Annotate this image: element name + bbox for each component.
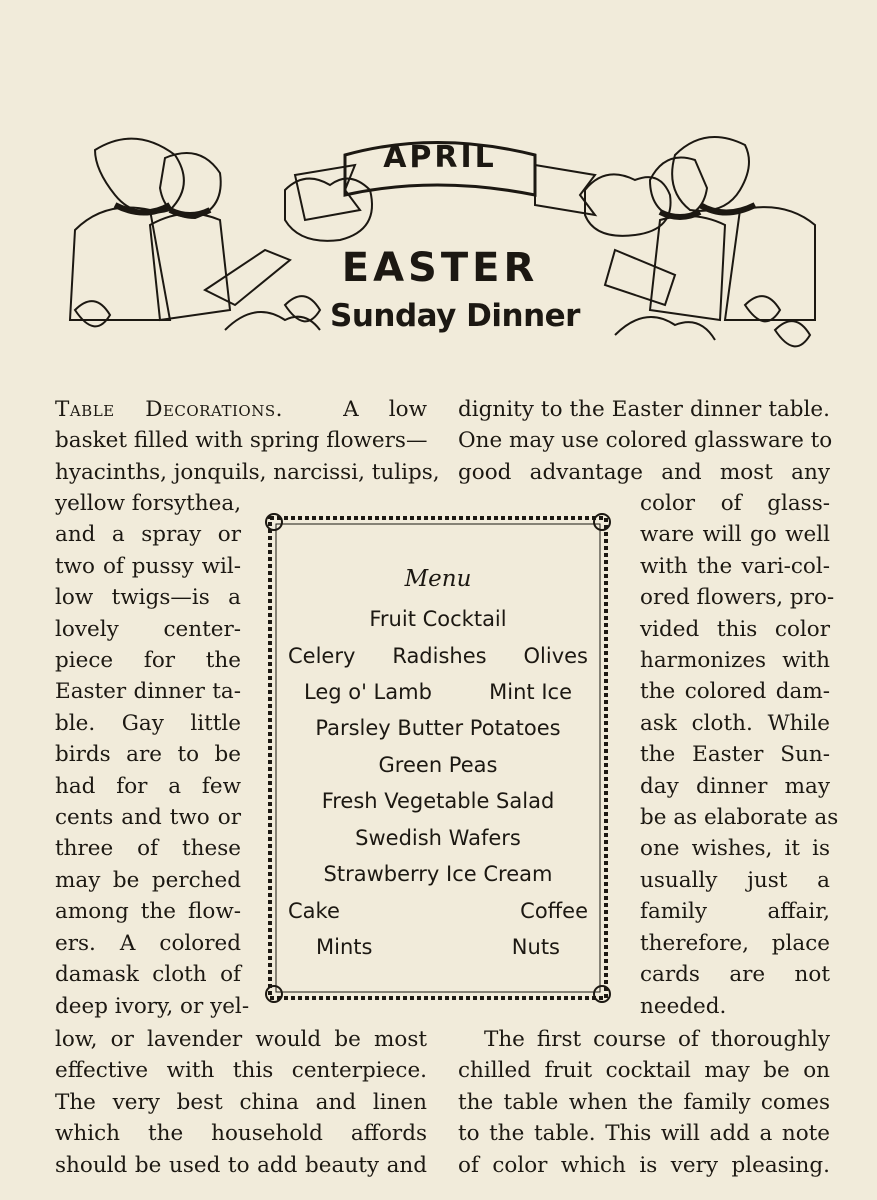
text-line: cents and two or xyxy=(55,805,241,831)
menu-item: Celery xyxy=(288,644,356,668)
text-line: dignity to the Easter dinner table. xyxy=(458,397,830,422)
text-line: should be used to add beauty and xyxy=(55,1152,427,1178)
menu-item: Green Peas xyxy=(378,753,498,777)
menu-item: Nuts xyxy=(511,935,560,959)
menu-item: Parsley Butter Potatoes xyxy=(315,716,561,740)
text-line: Easter dinner ta- xyxy=(55,679,241,705)
right-column-narrow xyxy=(640,488,839,1022)
section-label: Table Decorations. xyxy=(55,397,283,422)
text-line: family affair, xyxy=(640,899,830,925)
text-line: needed. xyxy=(640,993,727,1019)
menu-item: Olives xyxy=(523,644,588,668)
left-column-top xyxy=(55,394,440,488)
text-line: had for a few xyxy=(55,773,241,799)
menu-box xyxy=(262,510,614,1006)
menu-title: Menu xyxy=(404,566,472,592)
menu-item: Leg o' Lamb xyxy=(304,680,432,704)
text-line: of color which is very pleasing. xyxy=(458,1152,830,1178)
text-line: be as elaborate as xyxy=(640,805,839,831)
text-line: hyacinths, jonquils, narcissi, tulips, xyxy=(55,459,440,485)
menu-item: Coffee xyxy=(520,899,588,923)
text-line: the Easter Sun- xyxy=(640,742,830,768)
text-line: chilled fruit cocktail may be on xyxy=(458,1058,830,1084)
left-column-bottom xyxy=(55,1024,427,1181)
text-line: the table when the family comes xyxy=(458,1089,830,1115)
text-line: One may use colored glassware to xyxy=(458,428,833,454)
menu-item: Fresh Vegetable Salad xyxy=(321,789,555,813)
text-line: The very best china and linen xyxy=(55,1089,427,1115)
left-column-narrow xyxy=(55,488,250,1022)
text-line: lovely center- xyxy=(55,616,241,642)
menu-item: Cake xyxy=(288,899,340,923)
text-line: The first course of thoroughly xyxy=(484,1027,830,1052)
text-line: three of these xyxy=(55,836,241,862)
text-line: and a spray or xyxy=(55,522,241,548)
text-line: yellow forsythea, xyxy=(55,491,242,516)
text-line: with the vari-col- xyxy=(640,553,830,579)
text-line: which the household affords xyxy=(55,1121,427,1147)
menu-item: Swedish Wafers xyxy=(355,826,521,850)
text-line: ored flowers, pro- xyxy=(640,585,835,611)
text-line: deep ivory, or yel- xyxy=(55,993,250,1019)
page-subtitle: Sunday Dinner xyxy=(330,298,580,334)
text-line: one wishes, it is xyxy=(640,836,830,862)
menu-item: Strawberry Ice Cream xyxy=(323,862,553,886)
text-line: harmonizes with xyxy=(640,648,830,674)
text-line: damask cloth of xyxy=(55,962,241,988)
text-line: two of pussy wil- xyxy=(55,553,241,579)
page-title: EASTER xyxy=(341,245,539,291)
menu-row xyxy=(288,899,588,923)
menu-item: Radishes xyxy=(392,644,487,668)
text-line: low, or lavender would be most xyxy=(55,1027,427,1052)
text-line: day dinner may xyxy=(640,773,830,799)
text-line: vided this color xyxy=(640,616,830,642)
text-line: good advantage and most any xyxy=(458,459,830,485)
text-line: ble. Gay little xyxy=(55,710,241,736)
text-line: the colored dam- xyxy=(640,679,830,705)
menu-item: Mint Ice xyxy=(489,680,572,704)
right-column-top xyxy=(458,394,833,488)
text-line: ware will go well xyxy=(640,522,830,548)
right-column-bottom xyxy=(458,1024,830,1181)
menu-row xyxy=(288,644,588,668)
text-line: birds are to be xyxy=(55,742,241,768)
text-line: A low xyxy=(343,397,427,422)
text-line: color of glass- xyxy=(640,491,830,516)
menu-item: Fruit Cocktail xyxy=(369,607,507,631)
text-line: piece for the xyxy=(55,648,241,674)
menu-item: Mints xyxy=(316,935,373,959)
text-line: to the table. This will add a note xyxy=(458,1121,830,1147)
text-line: therefore, place xyxy=(640,930,830,956)
text-line: may be perched xyxy=(55,867,241,893)
text-line: ers. A colored xyxy=(55,930,241,956)
text-line: effective with this centerpiece. xyxy=(55,1058,427,1084)
text-line: low twigs—is a xyxy=(55,585,241,611)
text-line: ask cloth. While xyxy=(640,710,830,736)
header-banner: APRIL xyxy=(383,140,497,175)
text-line: cards are not xyxy=(640,962,830,988)
menu-row xyxy=(316,935,560,959)
menu-row xyxy=(304,680,572,704)
text-line: basket filled with spring flowers— xyxy=(55,428,428,454)
text-line: among the flow- xyxy=(55,899,241,925)
text-line: usually just a xyxy=(640,867,830,893)
